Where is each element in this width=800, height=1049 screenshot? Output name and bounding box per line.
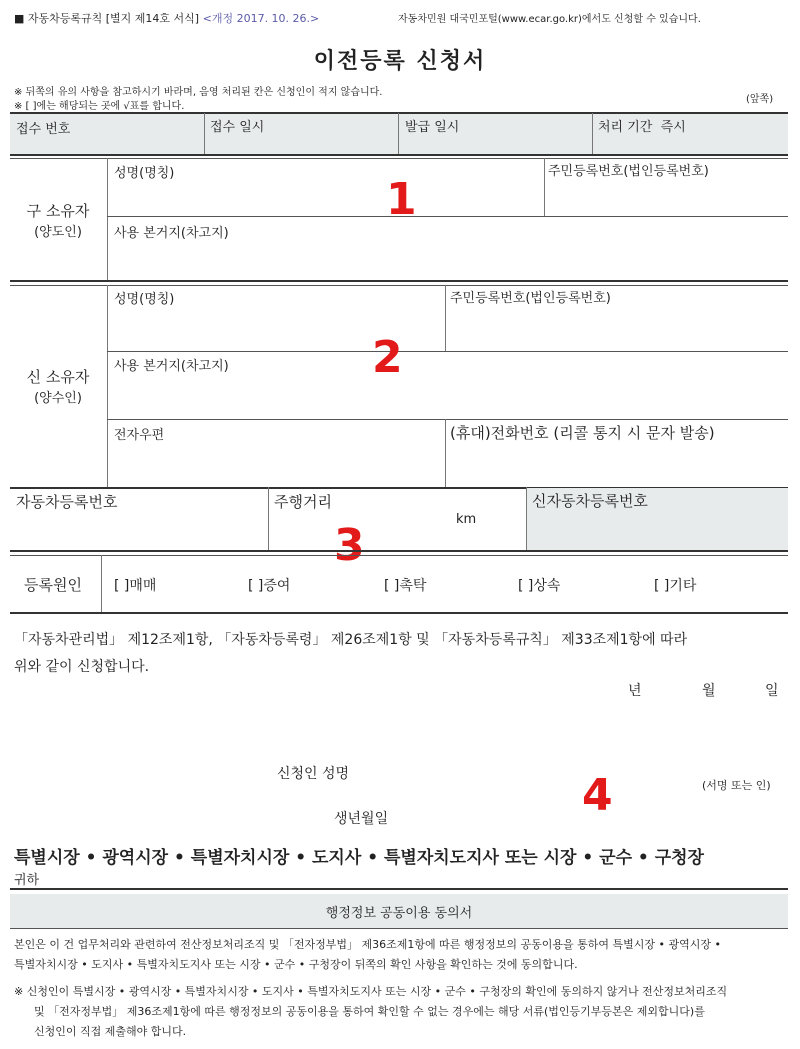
old-owner-sub: (양도인) [34,225,82,240]
consent-paragraph-1-line-1: 본인은 이 건 업무처리와 관련하여 전산정보처리조직 및 「전자정부법」 제36조제1항에 따른 행정정보의 공동이용을 통하여 특별시장 • 광역시장 • [14,938,721,951]
period-label: 처리 기간 [598,120,653,135]
new-owner-rrn-field[interactable]: 주민등록번호(법인등록번호) [450,291,611,306]
marker-2: 2 [372,332,403,383]
consent-paragraph-2-line-3: 신청인이 직접 제출해야 합니다. [34,1025,187,1038]
front-side-label: (앞쪽) [746,94,774,105]
cause-sale-checkbox[interactable]: [ ]매매 [114,578,157,594]
recipient-honorific: 귀하 [14,873,40,888]
mileage-field[interactable]: 주행거리 [274,493,332,511]
online-notice: 자동차민원 대국민포털(www.ecar.go.kr)에서도 신청할 수 있습니다. [398,14,701,25]
form-ref-text: ■ 자동차등록규칙 [별지 제14호 서식] [14,12,200,25]
note-line-1: ※ 뒤쪽의 유의 사항을 참고하시기 바라며, 음영 처리된 칸은 신청인이 적지 않습니다. [14,87,383,98]
new-owner-label: 신 소유자 [26,368,90,386]
recipient-line: 특별시장 • 광역시장 • 특별자치시장 • 도지사 • 특별자치도지사 또는 시장 • 군수 • 구청장 [14,848,704,868]
applicant-name-field[interactable]: 신청인 성명 [277,766,350,782]
new-reg-number-label: 신자동차등록번호 [532,492,648,510]
cause-commission-checkbox[interactable]: [ ]촉탁 [384,578,427,594]
statement-line-2: 위와 같이 신청합니다. [14,659,150,675]
marker-4: 4 [582,770,613,821]
vehicle-reg-number-field[interactable]: 자동차등록번호 [16,493,118,511]
consent-paragraph-1-line-2: 특별자치시장 • 도지사 • 특별자치도지사 또는 시장 • 군수 • 구청장이 뒤쪽의 확인 사항을 확인하는 것에 동의합니다. [14,958,578,971]
registration-cause-label: 등록원인 [24,576,82,594]
new-owner-sub: (양수인) [34,391,82,406]
revision-text: <개정 2017. 10. 26.> [202,12,320,25]
old-owner-address-field[interactable]: 사용 본거지(차고지) [114,226,229,241]
form-reference [14,10,319,26]
consent-title: 행정정보 공동이용 동의서 [325,906,473,921]
old-owner-label: 구 소유자 [26,202,90,220]
receipt-date-label: 접수 일시 [210,120,265,135]
receipt-number-label: 접수 번호 [16,122,71,137]
date-year[interactable]: 년 [628,683,642,699]
new-owner-address-field[interactable]: 사용 본거지(차고지) [114,359,229,374]
cause-inheritance-checkbox[interactable]: [ ]상속 [518,578,561,594]
mileage-unit: km [456,512,477,527]
new-owner-section-label [10,366,106,410]
new-owner-name-field[interactable]: 성명(명칭) [114,292,175,307]
page-title: 이전등록 신청서 [313,49,487,74]
marker-3: 3 [334,520,365,571]
signature-label[interactable]: (서명 또는 인) [702,779,771,792]
cause-gift-checkbox[interactable]: [ ]증여 [248,578,291,594]
issue-date-label: 발급 일시 [405,120,460,135]
new-owner-email-field[interactable]: 전자우편 [114,428,165,443]
date-day[interactable]: 일 [765,683,779,699]
consent-paragraph-2-line-2: 및 「전자정부법」 제36조제1항에 따른 행정정보의 공동이용을 통하여 확인할 수 없는 경우에는 해당 서류(법인등기부등본은 제외합니다)를 [34,1005,705,1018]
date-month[interactable]: 월 [702,683,716,699]
applicant-dob-field[interactable]: 생년월일 [334,811,389,827]
period-value: 즉시 [660,120,686,135]
consent-paragraph-2-line-1: ※ 신청인이 특별시장 • 광역시장 • 특별자치시장 • 도지사 • 특별자치도지사 또는 시장 • 군수 • 구청장의 확인에 동의하지 않거나 전산정보처리조직 [14,985,728,998]
marker-1: 1 [386,174,417,225]
old-owner-name-field[interactable]: 성명(명칭) [114,166,175,181]
cause-other-checkbox[interactable]: [ ]기타 [654,578,697,594]
processing-period-label [598,116,686,135]
old-owner-section-label [10,200,106,244]
note-line-2: ※ [ ]에는 해당되는 곳에 √표를 합니다. [14,101,185,112]
new-owner-phone-field[interactable]: (휴대)전화번호 (리콜 통지 시 문자 발송) [450,424,715,442]
statement-line-1: 「자동차관리법」 제12조제1항, 「자동차등록령」 제26조제1항 및 「자동차등록규칙」 제33조제1항에 따라 [14,632,688,648]
old-owner-rrn-field[interactable]: 주민등록번호(법인등록번호) [548,164,709,179]
